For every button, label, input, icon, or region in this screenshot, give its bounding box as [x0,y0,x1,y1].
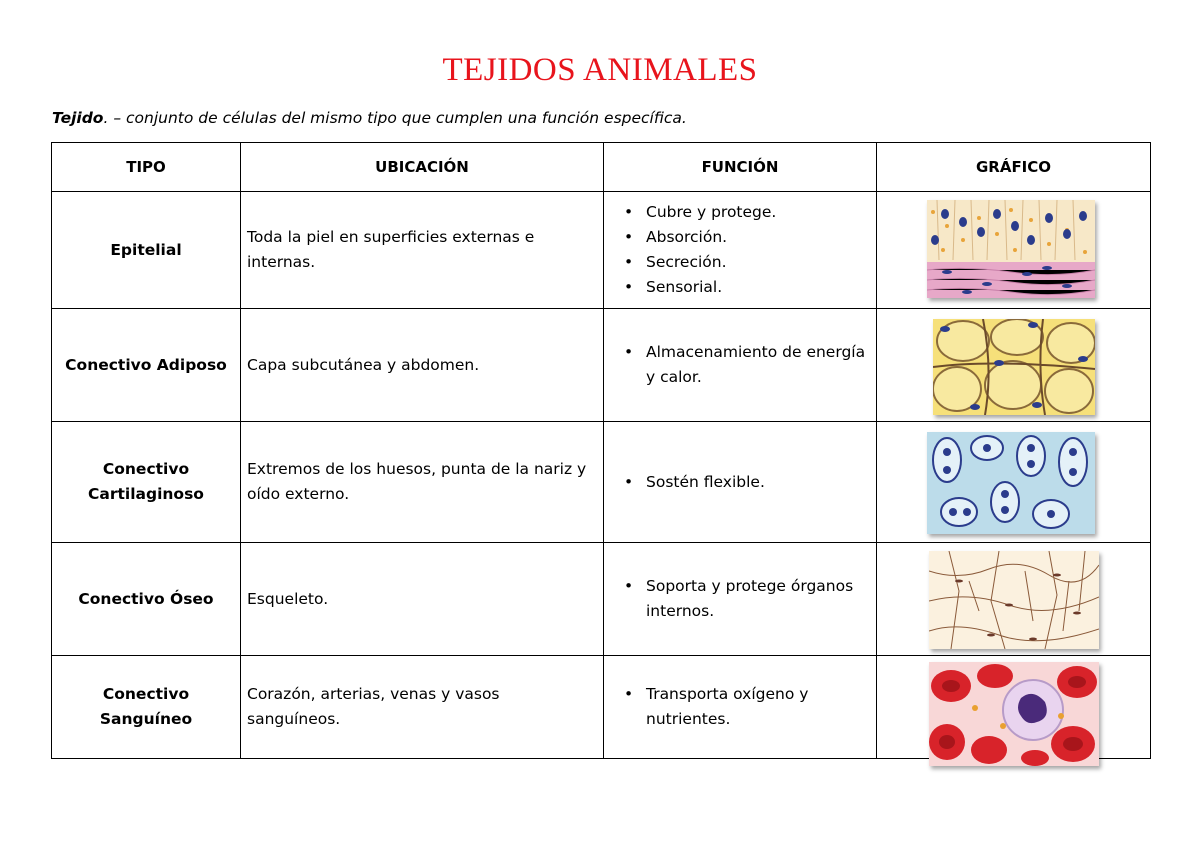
cell-tipo: Conectivo Óseo [52,543,241,656]
header-ubicacion: UBICACIÓN [241,143,604,192]
cell-grafico [877,656,1151,759]
funcion-list [610,574,870,624]
header-grafico: GRÁFICO [877,143,1151,192]
funcion-list [610,340,870,390]
cell-funcion [604,422,877,543]
table-header-row [52,143,1151,192]
definition-text [52,109,687,127]
table-row [52,309,1151,422]
funcion-list [610,470,870,495]
cell-funcion [604,543,877,656]
list-item: • Cubre y protege. [646,200,870,225]
cell-grafico [877,309,1151,422]
bone-tissue-illustration [929,551,1099,649]
table-row [52,422,1151,543]
cell-ubicacion: Extremos de los huesos, punta de la nariz y oído externo. [241,422,604,543]
funcion-list [610,682,870,732]
cell-tipo: Conectivo Sanguíneo [52,656,241,759]
tissues-table [51,142,1151,759]
blood-tissue-illustration [929,662,1099,766]
table-row [52,192,1151,309]
epithelial-tissue-illustration [927,200,1095,298]
table-row [52,543,1151,656]
cell-ubicacion: Capa subcutánea y abdomen. [241,309,604,422]
cell-tipo: Conectivo Adiposo [52,309,241,422]
cell-ubicacion: Esqueleto. [241,543,604,656]
definition-body: . – conjunto de células del mismo tipo que cumplen una función específica. [103,109,687,127]
table-row [52,656,1151,759]
cell-grafico [877,543,1151,656]
list-item: • Almacenamiento de energía y calor. [646,340,870,390]
cell-funcion [604,309,877,422]
cell-tipo: Epitelial [52,192,241,309]
header-funcion: FUNCIÓN [604,143,877,192]
cell-funcion [604,656,877,759]
cartilage-tissue-illustration [927,432,1095,534]
list-item: • Sensorial. [646,275,870,300]
list-item: • Soporta y protege órganos internos. [646,574,870,624]
cell-grafico [877,422,1151,543]
cell-ubicacion: Toda la piel en superficies externas e internas. [241,192,604,309]
header-tipo: TIPO [52,143,241,192]
funcion-list [610,200,870,300]
page-title: TEJIDOS ANIMALES [442,52,758,88]
definition-term: Tejido [52,109,104,127]
cell-ubicacion: Corazón, arterias, venas y vasos sanguíneos. [241,656,604,759]
list-item: • Absorción. [646,225,870,250]
list-item: • Secreción. [646,250,870,275]
list-item: • Transporta oxígeno y nutrientes. [646,682,870,732]
adipose-tissue-illustration [933,319,1095,415]
cell-tipo: Conectivo Cartilaginoso [52,422,241,543]
list-item: • Sostén flexible. [646,470,870,495]
cell-funcion [604,192,877,309]
cell-grafico [877,192,1151,309]
